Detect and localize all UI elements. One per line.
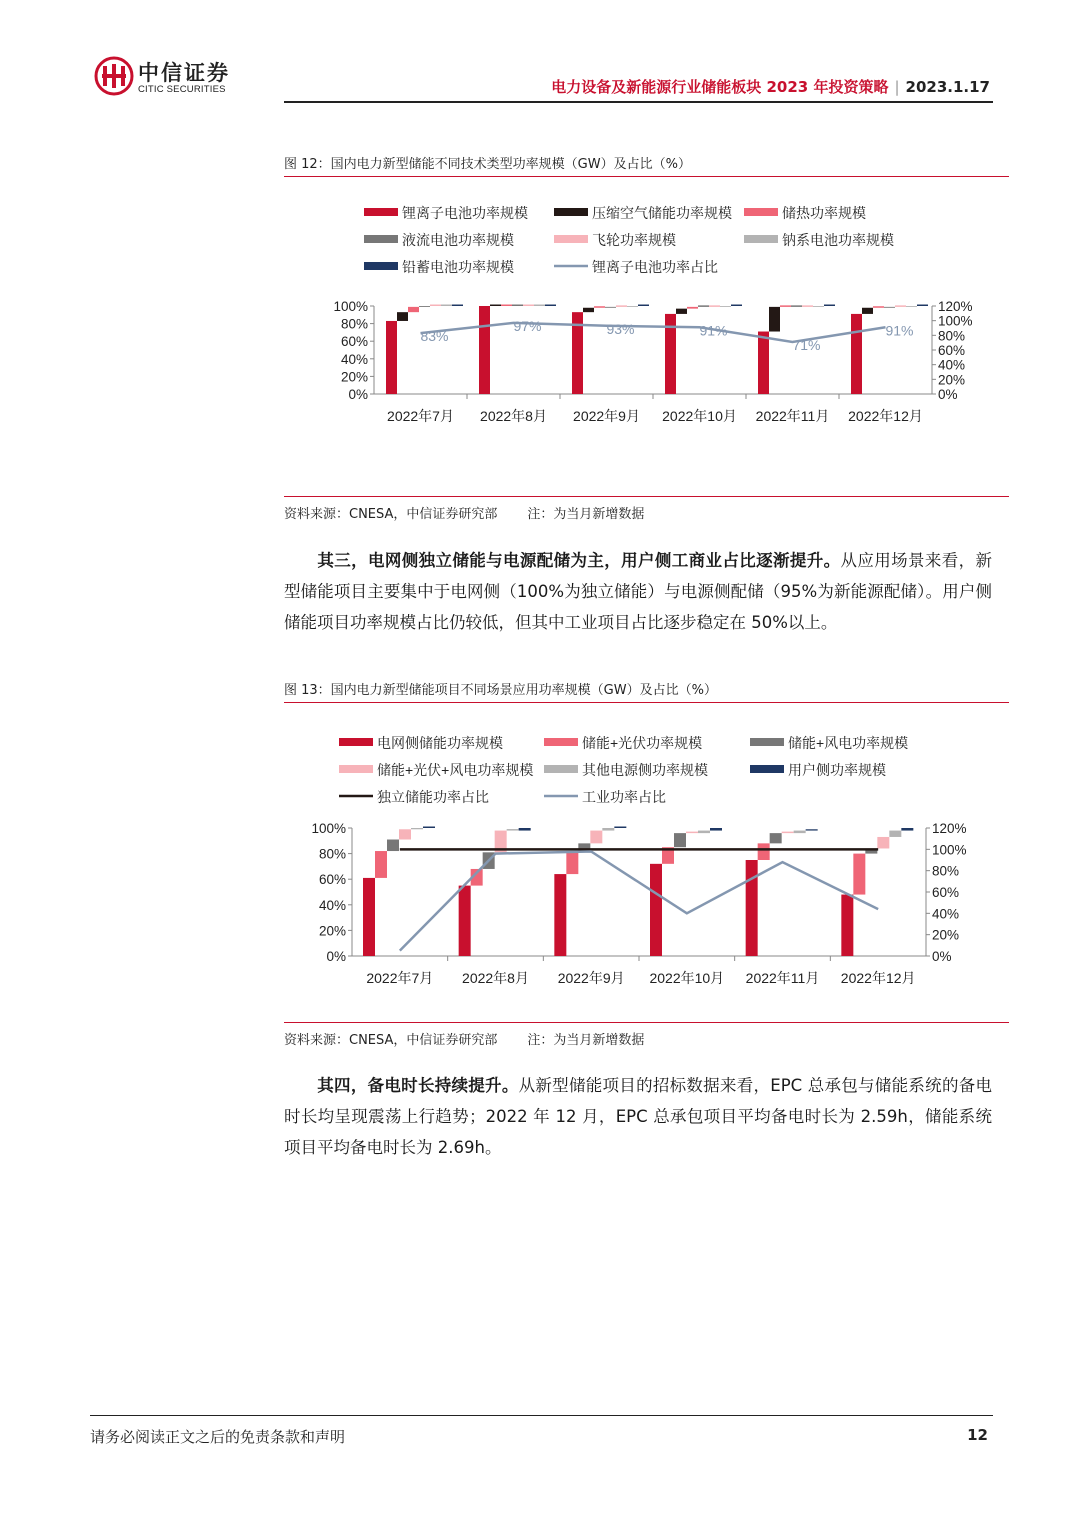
fig12-bar-3-2 (687, 307, 698, 309)
fig12-bar-5-2 (873, 306, 884, 308)
fig13-bar-4-4 (794, 831, 806, 834)
fig12-data-label-3: 91% (699, 322, 728, 339)
fig12-bar-5-6 (917, 305, 928, 307)
fig12-bar-2-5 (627, 306, 638, 307)
fig13-legend-label-7: 工业功率占比 (582, 789, 666, 805)
fig13-legend-label-2: 储能+风电功率规模 (788, 735, 909, 751)
paragraph4-lead: 其四，备电时长持续提升。 (317, 1076, 519, 1095)
fig12-bar-0-0 (386, 321, 397, 394)
fig13-bar-3-5 (710, 828, 722, 831)
fig12-bar-1-0 (479, 306, 490, 394)
fig13-bar-0-4 (411, 828, 423, 829)
fig13-right-tick-label: 20% (932, 927, 960, 943)
logo-english-name: CITIC SECURITIES (138, 84, 226, 95)
fig12-legend-swatch-1 (554, 208, 588, 216)
fig12-right-tick-label: 40% (938, 357, 966, 373)
fig12-bar-4-5 (813, 306, 824, 307)
fig13-line-1 (400, 851, 878, 950)
paragraph3-body: 从应用场景来看，新型储能项目主要集中于电网侧（100%为独立储能）与电源侧配储（95%为新能源配储）。用户侧储能项目功率规模占比仍较低，但其中工业项目占比逐步稳定在 50%以上。 (284, 551, 992, 632)
header-rule (284, 101, 993, 103)
fig12-bar-1-5 (534, 305, 545, 307)
fig13-bar-4-2 (770, 833, 782, 843)
fig12-bar-3-4 (709, 305, 720, 307)
fig13-legend-label-0: 电网侧储能功率规模 (377, 735, 503, 751)
fig12-data-label-1: 97% (513, 317, 542, 334)
figure13-source-text: 资料来源：CNESA，中信证券研究部 (284, 1033, 498, 1048)
figure13-svg (284, 722, 1009, 1020)
paragraph-backup-duration (284, 1070, 992, 1163)
fig13-right-tick-label: 80% (932, 863, 960, 879)
fig13-bar-0-1 (375, 851, 387, 878)
fig12-x-tick-label: 2022年11月 (755, 408, 830, 424)
fig13-legend-swatch-2 (750, 738, 784, 746)
fig13-bar-2-4 (602, 828, 614, 831)
footer-rule (90, 1415, 993, 1416)
fig13-bar-2-0 (554, 874, 566, 956)
fig13-bar-0-5 (423, 827, 435, 829)
fig12-legend-label-5: 钠系电池功率规模 (782, 232, 894, 248)
report-title: 电力设备及新能源行业储能板块 2023 年投资策略 (551, 78, 889, 96)
fig13-bar-0-3 (399, 829, 411, 839)
fig12-left-tick-label: 40% (340, 351, 368, 367)
fig12-bar-4-2 (780, 305, 791, 307)
fig12-bar-1-4 (523, 305, 534, 307)
fig12-right-tick-label: 120% (938, 299, 973, 314)
fig12-bar-4-4 (802, 305, 813, 307)
figure12-source (284, 496, 1009, 522)
fig13-legend-label-5: 用户侧功率规模 (788, 762, 886, 778)
fig12-legend-label-1: 压缩空气储能功率规模 (592, 205, 732, 221)
fig13-legend-label-4: 其他电源侧功率规模 (582, 762, 708, 778)
report-header (551, 76, 990, 97)
figure13-source (284, 1022, 1009, 1048)
fig12-bar-5-1 (862, 308, 873, 314)
fig12-legend-swatch-4 (554, 235, 588, 243)
figure13-title: 图 13：国内电力新型储能项目不同场景应用功率规模（GW）及占比（%） (284, 679, 1009, 703)
fig13-left-tick-label: 80% (318, 846, 346, 862)
fig12-legend-label-3: 液流电池功率规模 (402, 232, 514, 248)
fig13-bar-5-3 (877, 837, 889, 849)
citic-logo (94, 56, 244, 100)
fig13-right-tick-label: 60% (932, 885, 960, 900)
fig12-right-tick-label: 60% (938, 343, 966, 358)
fig13-right-tick-label: 120% (932, 821, 967, 836)
fig12-x-tick-label: 2022年7月 (387, 408, 454, 424)
fig12-data-label-2: 93% (606, 320, 635, 337)
figure12-chart (284, 193, 1009, 493)
fig13-bar-4-1 (758, 843, 770, 860)
fig12-legend-label-4: 飞轮功率规模 (592, 232, 676, 248)
fig12-bar-1-1 (490, 305, 501, 307)
fig13-x-tick-label: 2022年11月 (745, 970, 820, 986)
fig12-bar-3-5 (720, 306, 731, 307)
figure12-note: 注：为当月新增数据 (527, 507, 645, 522)
fig12-right-tick-label: 100% (938, 313, 973, 329)
fig13-bar-5-0 (841, 895, 853, 956)
fig13-bar-5-5 (901, 828, 913, 831)
fig13-bar-0-0 (363, 878, 375, 956)
citic-emblem-icon (94, 56, 134, 96)
fig13-bar-1-0 (459, 886, 471, 956)
fig12-x-tick-label: 2022年12月 (848, 408, 923, 424)
fig12-bar-4-6 (824, 305, 835, 307)
header-separator: | (894, 78, 900, 96)
fig12-legend-swatch-6 (364, 262, 398, 270)
figure12-title: 图 12：国内电力新型储能不同技术类型功率规模（GW）及占比（%） (284, 153, 1009, 177)
fig13-legend-swatch-4 (544, 765, 578, 773)
fig13-x-tick-label: 2022年9月 (557, 970, 625, 986)
fig12-data-label-5: 91% (885, 322, 914, 339)
fig12-bar-1-2 (501, 305, 512, 307)
fig12-bar-0-4 (430, 305, 441, 307)
fig13-bar-5-1 (853, 854, 865, 895)
figure12-source-text: 资料来源：CNESA，中信证券研究部 (284, 507, 498, 522)
page-number: 12 (967, 1426, 988, 1444)
fig13-x-tick-label: 2022年8月 (462, 970, 529, 986)
fig12-bar-0-6 (452, 305, 463, 307)
fig13-bar-2-5 (614, 827, 626, 829)
fig12-x-tick-label: 2022年8月 (480, 408, 547, 424)
fig12-bar-2-1 (583, 308, 594, 312)
footer-disclaimer: 请务必阅读正文之后的免责条款和声明 (90, 1428, 346, 1446)
fig12-bar-2-4 (616, 305, 627, 307)
fig13-left-tick-label: 100% (311, 821, 346, 836)
figure13-note: 注：为当月新增数据 (527, 1033, 645, 1048)
fig13-x-tick-label: 2022年10月 (649, 970, 725, 986)
fig13-bar-4-5 (806, 829, 818, 830)
fig12-legend-swatch-5 (744, 235, 778, 243)
fig13-left-tick-label: 0% (326, 949, 346, 964)
fig12-bar-5-4 (895, 305, 906, 307)
paragraph-application-scenarios (284, 545, 992, 638)
fig13-bar-4-3 (782, 832, 794, 834)
logo-chinese-name: 中信证券 (138, 61, 230, 85)
fig13-bar-2-1 (566, 851, 578, 874)
fig13-x-tick-label: 2022年7月 (366, 970, 434, 986)
fig13-left-tick-label: 40% (318, 897, 346, 913)
fig12-legend-swatch-2 (744, 208, 778, 216)
fig12-bar-4-0 (758, 332, 769, 394)
fig13-bar-3-3 (686, 832, 698, 834)
fig13-bar-1-4 (507, 829, 519, 831)
fig12-bar-2-6 (638, 305, 649, 307)
paragraph4-body: 从新型储能项目的招标数据来看，EPC 总承包与储能系统的备电时长均呈现震荡上行趋势；2022 年 12 月，EPC 总承包项目平均备电时长为 2.59h，储能系统项目平均备电时长为 2.69h。 (284, 1076, 992, 1157)
fig13-right-tick-label: 0% (932, 949, 952, 964)
fig12-bar-5-5 (906, 306, 917, 307)
fig12-data-label-4: 71% (792, 336, 821, 353)
figure13-chart (284, 722, 1009, 1020)
fig13-bar-3-0 (650, 864, 662, 956)
fig12-bar-5-0 (851, 314, 862, 394)
paragraph3-lead: 其三，电网侧独立储能与电源配储为主，用户侧工商业占比逐渐提升。 (317, 551, 841, 570)
fig13-legend-label-1: 储能+光伏功率规模 (582, 735, 703, 751)
fig13-bar-3-2 (674, 833, 686, 847)
fig12-bar-2-2 (594, 306, 605, 308)
fig12-left-tick-label: 0% (348, 387, 368, 402)
fig12-right-tick-label: 0% (938, 387, 958, 402)
fig12-legend-label-7: 锂离子电池功率占比 (592, 259, 718, 275)
fig12-bar-3-6 (731, 305, 742, 307)
fig13-legend-swatch-5 (750, 765, 784, 773)
fig12-legend-label-2: 储热功率规模 (782, 205, 866, 221)
figure12-svg (284, 193, 1009, 493)
fig13-bar-3-4 (698, 831, 710, 834)
fig13-bar-0-2 (387, 840, 399, 852)
fig13-bar-1-5 (519, 828, 531, 831)
fig12-bar-1-6 (545, 305, 556, 307)
fig12-bar-3-3 (698, 305, 709, 307)
report-date: 2023.1.17 (905, 78, 990, 96)
fig12-bar-0-2 (408, 307, 419, 312)
fig13-legend-swatch-1 (544, 738, 578, 746)
fig13-legend-swatch-3 (339, 765, 373, 773)
fig13-bar-5-4 (889, 831, 901, 837)
fig13-legend-label-6: 独立储能功率占比 (377, 789, 489, 805)
fig12-left-tick-label: 80% (340, 316, 368, 332)
fig12-legend-label-6: 铅蓄电池功率规模 (402, 259, 514, 275)
fig12-legend-swatch-0 (364, 208, 398, 216)
fig12-right-tick-label: 80% (938, 328, 966, 344)
fig13-legend-label-3: 储能+光伏+风电功率规模 (377, 762, 534, 778)
fig12-x-tick-label: 2022年10月 (662, 408, 737, 424)
fig12-left-tick-label: 20% (340, 369, 368, 385)
fig13-left-tick-label: 20% (318, 923, 346, 939)
fig12-bar-5-3 (884, 307, 895, 308)
fig12-x-tick-label: 2022年9月 (573, 408, 640, 424)
fig12-legend-label-0: 锂离子电池功率规模 (402, 205, 528, 221)
fig13-right-tick-label: 40% (932, 906, 960, 922)
fig13-right-tick-label: 100% (932, 842, 967, 858)
fig12-bar-0-3 (419, 306, 430, 307)
fig12-bar-0-1 (397, 312, 408, 321)
fig12-left-tick-label: 100% (333, 299, 368, 314)
fig12-bar-0-5 (441, 305, 452, 307)
fig12-bar-2-3 (605, 307, 616, 308)
fig13-x-tick-label: 2022年12月 (840, 970, 916, 986)
fig13-left-tick-label: 60% (318, 872, 346, 888)
fig12-bar-4-3 (791, 305, 802, 307)
fig12-bar-1-3 (512, 305, 523, 307)
fig12-bar-4-1 (769, 307, 780, 332)
fig13-legend-swatch-0 (339, 738, 373, 746)
fig12-bar-3-1 (676, 309, 687, 314)
fig12-left-tick-label: 60% (340, 334, 368, 350)
fig12-right-tick-label: 20% (938, 372, 966, 388)
fig12-legend-swatch-3 (364, 235, 398, 243)
fig13-bar-2-3 (590, 831, 602, 844)
fig12-data-label-0: 83% (420, 328, 449, 345)
fig13-bar-4-0 (746, 860, 758, 956)
